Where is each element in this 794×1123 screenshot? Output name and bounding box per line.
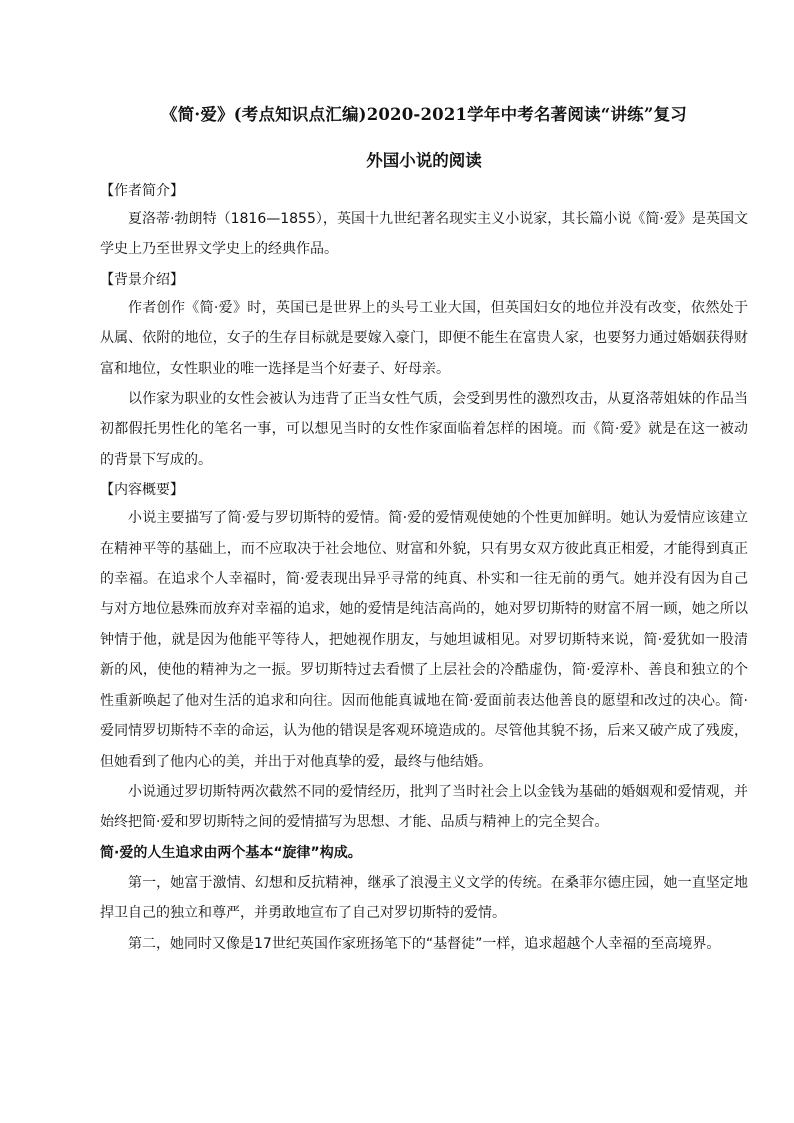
paragraph: 小说主要描写了简·爱与罗切斯特的爱情。简·爱的爱情观使她的个性更加鲜明。她认为爱情应该建立在精神平等的基础上，而不应取决于社会地位、财富和外貌，只有男女双方彼此真正相爱，才能得到真正的幸福。在追求个人幸福时，简·爱表现出异乎寻常的纯真、朴实和一往无前的勇气。她并没有因为自己与对方地位悬殊而放弃对幸福的追求，她的爱情是纯洁高尚的，她对罗切斯特的财富不屑一顾，她之所以钟情于他，就是因为他能平等待人，把她视作朋友，与她坦诚相见。对罗切斯特来说，简·爱犹如一股清新的风，使他的精神为之一振。罗切斯特过去看惯了上层社会的冷酷虚伪，简·爱淳朴、善良和独立的个性重新唤起了他对生活的追求和向往。因而他能真诚地在简·爱面前表达他善良的愿望和改过的决心。简·爱同情罗切斯特不幸的命运，认为他的错误是客观环境造成的。尽管他其貌不扬，后来又破产成了残废，但她看到了他内心的美，并出于对他真挚的爱，最终与他结婚。 — [100, 510, 748, 770]
section-heading-author: 【作者简介】 — [100, 183, 184, 199]
paragraph: 作者创作《简·爱》时，英国已是世界上的头号工业大国，但英国妇女的地位并没有改变，依然处于从属、依附的地位，女子的生存目标就是要嫁入豪门，即便不能生在富贵人家，也要努力通过婚姻获得财富和地位，女性职业的唯一选择是当个好妻子、好母亲。 — [100, 299, 748, 377]
section-heading-background: 【背景介绍】 — [100, 271, 184, 288]
bold-heading: 简·爱的人生追求由两个基本“旋律”构成。 — [100, 844, 362, 861]
document-title: 《简·爱》(考点知识点汇编)2020-2021学年中考名著阅读“讲练”复习 — [161, 105, 687, 124]
paragraph: 以作家为职业的女性会被认为违背了正当女性气质，会受到男性的激烈攻击，从夏洛蒂姐妹的作品当初都假托男性化的笔名一事，可以想见当时的女性作家面临着怎样的困境。而《简·爱》就是在这一被动的背景下写成的。 — [100, 391, 748, 468]
paragraph: 第二，她同时又像是17世纪英国作家班扬笔下的“基督徒”一样，追求超越个人幸福的至高境界。 — [128, 935, 721, 952]
document-subtitle: 外国小说的阅读 — [366, 151, 482, 170]
paragraph: 第一，她富于激情、幻想和反抗精神，继承了浪漫主义文学的传统。在桑菲尔德庄园，她一直坚定地捍卫自己的独立和尊严，并勇敢地宣布了自己对罗切斯特的爱情。 — [100, 874, 748, 922]
section-author — [100, 178, 748, 265]
paragraph: 小说通过罗切斯特两次截然不同的爱情经历，批判了当时社会上以金钱为基础的婚姻观和爱情观，并始终把简·爱和罗切斯特之间的爱情描写为思想、才能、品质与精神上的完全契合。 — [100, 783, 748, 831]
section-heading-summary: 【内容概要】 — [100, 482, 184, 499]
section-background — [100, 267, 748, 475]
paragraph: 夏洛蒂·勃朗特（1816—1855），英国十九世纪著名现实主义小说家，其长篇小说《简·爱》是英国文学史上乃至世界文学史上的经典作品。 — [100, 211, 748, 258]
section-summary — [100, 477, 748, 837]
